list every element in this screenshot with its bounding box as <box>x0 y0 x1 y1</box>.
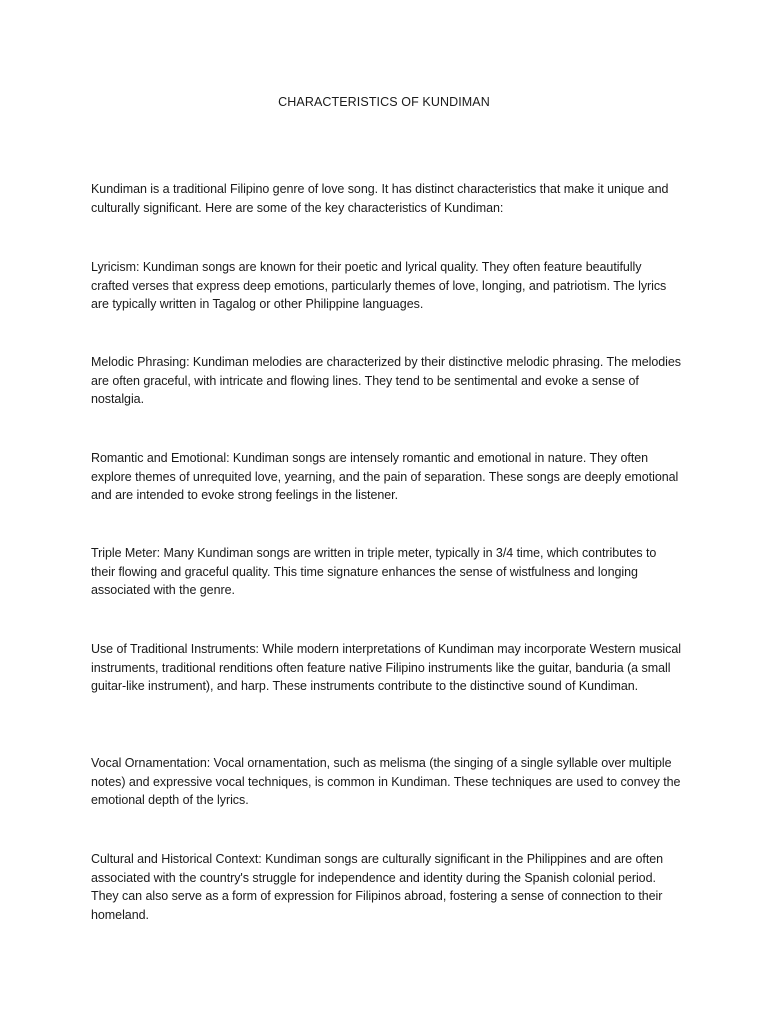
paragraph-vocal-ornamentation: Vocal Ornamentation: Vocal ornamentation, such as melisma (the singing of a single syllable over multiple notes) and expressive vocal techniques, is common in Kundiman. These techniques are used to convey the emotional depth of the lyrics. <box>91 756 681 808</box>
paragraph-romantic-emotional: Romantic and Emotional: Kundiman songs are intensely romantic and emotional in nature. They often explore themes of unrequited love, yearning, and the pain of separation. These songs are deeply emotional and are intended to evoke strong feelings in the listener. <box>91 451 679 503</box>
paragraph-lyricism: Lyricism: Kundiman songs are known for their poetic and lyrical quality. They often feature beautifully crafted verses that express deep emotions, particularly themes of love, longing, and patriotism. The lyrics are typically written in Tagalog or other Philippine languages. <box>91 260 667 312</box>
paragraph-intro: Kundiman is a traditional Filipino genre of love song. It has distinct characteristics that make it unique and culturally significant. Here are some of the key characteristics of Kundiman: <box>91 182 669 215</box>
paragraph-triple-meter: Triple Meter: Many Kundiman songs are written in triple meter, typically in 3/4 time, which contributes to their flowing and graceful quality. This time signature enhances the sense of wistfulness and longing associated with the genre. <box>91 546 657 598</box>
page-title: CHARACTERISTICS OF KUNDIMAN <box>278 95 490 109</box>
paragraph-traditional-instruments: Use of Traditional Instruments: While modern interpretations of Kundiman may incorporate Western musical instruments, traditional renditions often feature native Filipino instruments like the guitar, banduria (a small guitar-like instrument), and harp. These instruments contribute to the distinctive sound of Kundiman. <box>91 642 681 694</box>
paragraph-cultural-context: Cultural and Historical Context: Kundiman songs are culturally significant in the Philippines and are often associated with the country's struggle for independence and identity during the Spanish colonial period. They can also serve as a form of expression for Filipinos abroad, fostering a sense of connection to their homeland. <box>91 852 664 922</box>
paragraph-melodic-phrasing: Melodic Phrasing: Kundiman melodies are characterized by their distinctive melodic phrasing. The melodies are often graceful, with intricate and flowing lines. They tend to be sentimental and evoke a sense of nostalgia. <box>91 355 681 407</box>
